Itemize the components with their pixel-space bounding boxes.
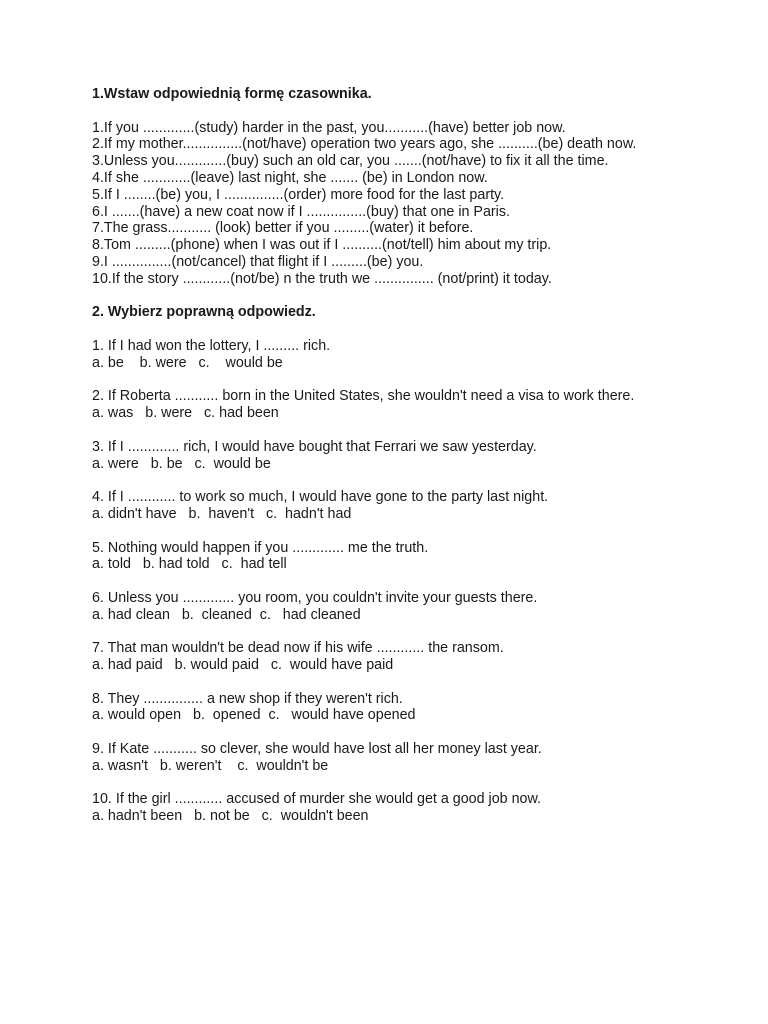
answer-options: a. was b. were c. had been bbox=[92, 405, 279, 422]
exercise1-item: 1.If you .............(study) harder in the past, you...........(have) better job now. bbox=[92, 119, 566, 136]
answer-options: a. had paid b. would paid c. would have paid bbox=[92, 657, 394, 674]
exercise1-item: 7.The grass........... (look) better if you .........(water) it before. bbox=[92, 220, 474, 237]
exercise2-title: 2. Wybierz poprawną odpowiedz. bbox=[92, 304, 316, 321]
question-block bbox=[92, 388, 672, 422]
question-block bbox=[92, 741, 672, 775]
question-block bbox=[92, 691, 672, 725]
exercise1-title: 1.Wstaw odpowiednią formę czasownika. bbox=[92, 86, 372, 102]
exercise1-item: 9.I ...............(not/cancel) that flight if I .........(be) you. bbox=[92, 253, 424, 270]
answer-options: a. were b. be c. would be bbox=[92, 455, 271, 472]
question-text: 3. If I ............. rich, I would have bought that Ferrari we saw yesterday. bbox=[92, 438, 537, 455]
question-text: 2. If Roberta ........... born in the United States, she wouldn't need a visa to work there. bbox=[92, 388, 635, 405]
question-block bbox=[92, 439, 672, 473]
exercise1-item: 3.Unless you.............(buy) such an old car, you .......(not/have) to fix it all the time. bbox=[92, 153, 609, 170]
question-text: 9. If Kate ........... so clever, she would have lost all her money last year. bbox=[92, 741, 542, 758]
exercise1-item: 4.If she ............(leave) last night, she ....... (be) in London now. bbox=[92, 169, 488, 186]
question-block bbox=[92, 640, 672, 674]
question-block bbox=[92, 338, 672, 372]
question-text: 6. Unless you ............. you room, you couldn't invite your guests there. bbox=[92, 589, 538, 606]
worksheet-page bbox=[92, 86, 672, 842]
answer-options: a. would open b. opened c. would have opened bbox=[92, 707, 416, 724]
question-text: 8. They ............... a new shop if they weren't rich. bbox=[92, 690, 403, 707]
exercise1-item: 10.If the story ............(not/be) n the truth we ............... (not/print) it today. bbox=[92, 270, 552, 287]
exercise1-item: 2.If my mother...............(not/have) operation two years ago, she ..........(be) death now. bbox=[92, 136, 637, 153]
question-block bbox=[92, 791, 672, 825]
question-text: 1. If I had won the lottery, I ......... rich. bbox=[92, 337, 331, 354]
exercise1-item: 5.If I ........(be) you, I ...............(order) more food for the last party. bbox=[92, 186, 505, 203]
exercise1-list bbox=[92, 120, 672, 288]
question-block bbox=[92, 489, 672, 523]
answer-options: a. had clean b. cleaned c. had cleaned bbox=[92, 606, 361, 623]
exercise1-item: 6.I .......(have) a new coat now if I ...............(buy) that one in Paris. bbox=[92, 203, 510, 220]
question-block bbox=[92, 540, 672, 574]
question-text: 5. Nothing would happen if you ............. me the truth. bbox=[92, 539, 429, 556]
answer-options: a. wasn't b. weren't c. wouldn't be bbox=[92, 757, 329, 774]
exercise1-item: 8.Tom .........(phone) when I was out if I ..........(not/tell) him about my trip. bbox=[92, 237, 552, 254]
answer-options: a. hadn't been b. not be c. wouldn't been bbox=[92, 808, 369, 825]
question-text: 7. That man wouldn't be dead now if his wife ............ the ransom. bbox=[92, 640, 504, 657]
answer-options: a. be b. were c. would be bbox=[92, 354, 283, 371]
answer-options: a. told b. had told c. had tell bbox=[92, 556, 287, 573]
answer-options: a. didn't have b. haven't c. hadn't had bbox=[92, 505, 352, 522]
question-text: 10. If the girl ............ accused of murder she would get a good job now. bbox=[92, 791, 542, 808]
question-block bbox=[92, 590, 672, 624]
question-text: 4. If I ............ to work so much, I would have gone to the party last night. bbox=[92, 489, 549, 506]
